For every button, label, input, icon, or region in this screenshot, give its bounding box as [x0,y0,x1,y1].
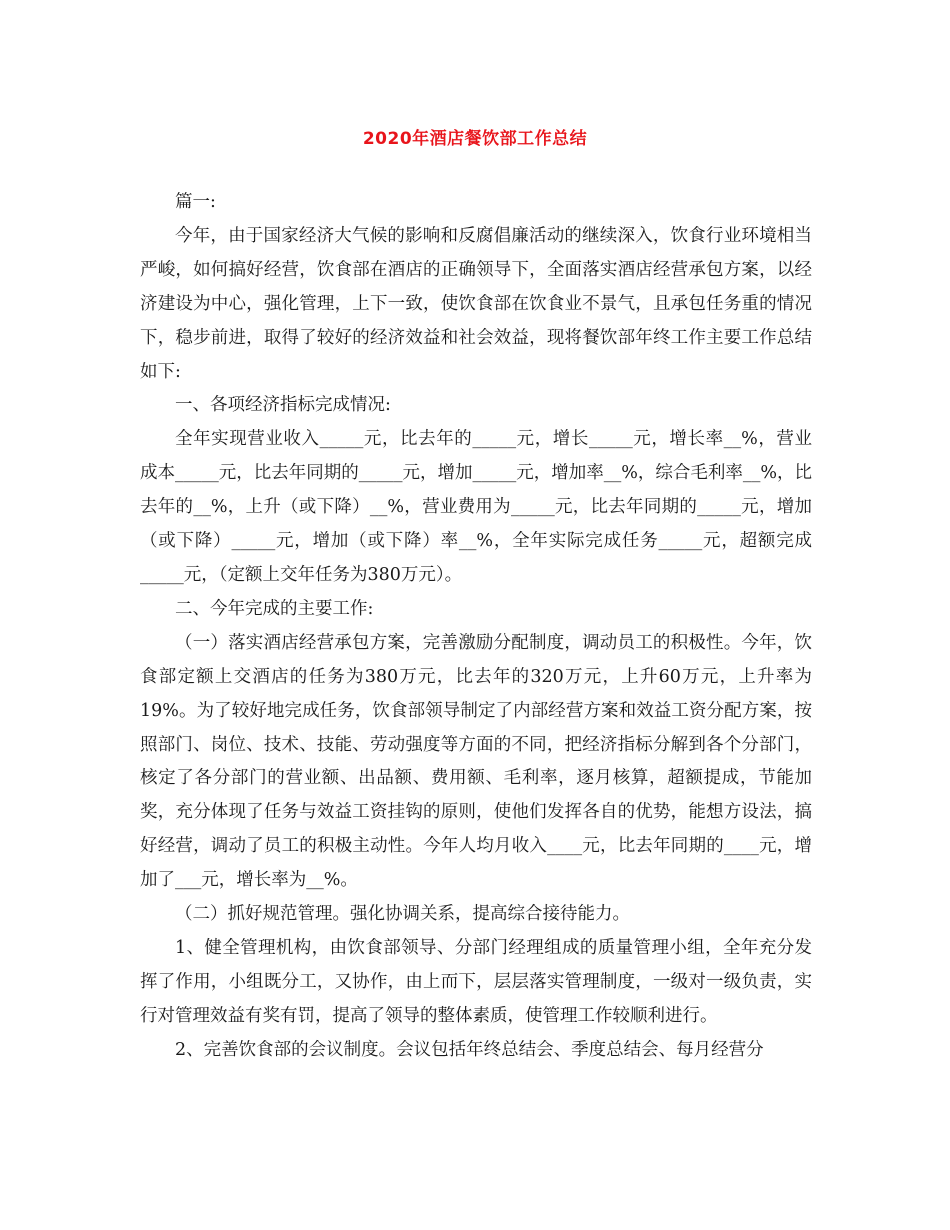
document-body [140,186,812,1068]
document-title: 2020年酒店餐饮部工作总结 [362,129,588,149]
paragraph-intro: 今年，由于国家经济大气候的影响和反腐倡廉活动的继续深入，饮食行业环境相当严峻，如何搞好经营，饮食部在酒店的正确领导下，全面落实酒店经营承包方案，以经济建设为中心，强化管理，上下一致，使饮食部在饮食业不景气，且承包任务重的情况下，稳步前进，取得了较好的经济效益和社会效益，现将餐饮部年终工作主要工作总结如下: [140,225,812,382]
paragraph-main-work-1: （一）落实酒店经营承包方案，完善激励分配制度，调动员工的积极性。今年，饮食部定额上交酒店的任务为380万元，比去年的320万元，上升60万元，上升率为19%。为了较好地完成任务，饮食部领导制定了内部经营方案和效益工资分配方案，按照部门、岗位、技术、技能、劳动强度等方面的不同，把经济指标分解到各个分部门，核定了各分部门的营业额、出品额、费用额、毛利率，逐月核算，超额提成，节能加奖，充分体现了任务与效益工资挂钩的原则，使他们发挥各自的优势，能想方设法，搞好经营，调动了员工的积极主动性。今年人均月收入____元，比去年同期的____元，增加了___元，增长率为__%。 [140,632,812,891]
paragraph-heading-part-one: 篇一: [175,192,216,212]
paragraph-meeting-system: 2、完善饮食部的会议制度。会议包括年终总结会、季度总结会、每月经营分 [175,1039,764,1060]
paragraph-management-structure: 1、健全管理机构，由饮食部领导、分部门经理组成的质量管理小组，全年充分发挥了作用，小组既分工，又协作，由上而下，层层落实管理制度，一级对一级负责，实行对管理效益有奖有罚，提高了领导的整体素质，使管理工作较顺利进行。 [140,937,812,1026]
subheading-standard-management: （二）抓好规范管理。强化协调关系，提高综合接待能力。 [175,904,630,925]
section-heading-economic-indicators: 一、各项经济指标完成情况: [175,395,391,416]
paragraph-economic-indicators: 全年实现营业收入_____元，比去年的_____元，增长_____元，增长率__%，营业成本_____元，比去年同期的_____元，增加_____元，增加率__%，综合毛利率__%，比去年的__%，上升（或下降）__%，营业费用为_____元，比去年同期的_____元，增加（或下降）_____元，增加（或下降）率__%，全年实际完成任务_____元，超额完成_____元，（定额上交年任务为380万元）。 [140,429,813,585]
section-heading-main-work: 二、今年完成的主要工作: [175,598,374,619]
